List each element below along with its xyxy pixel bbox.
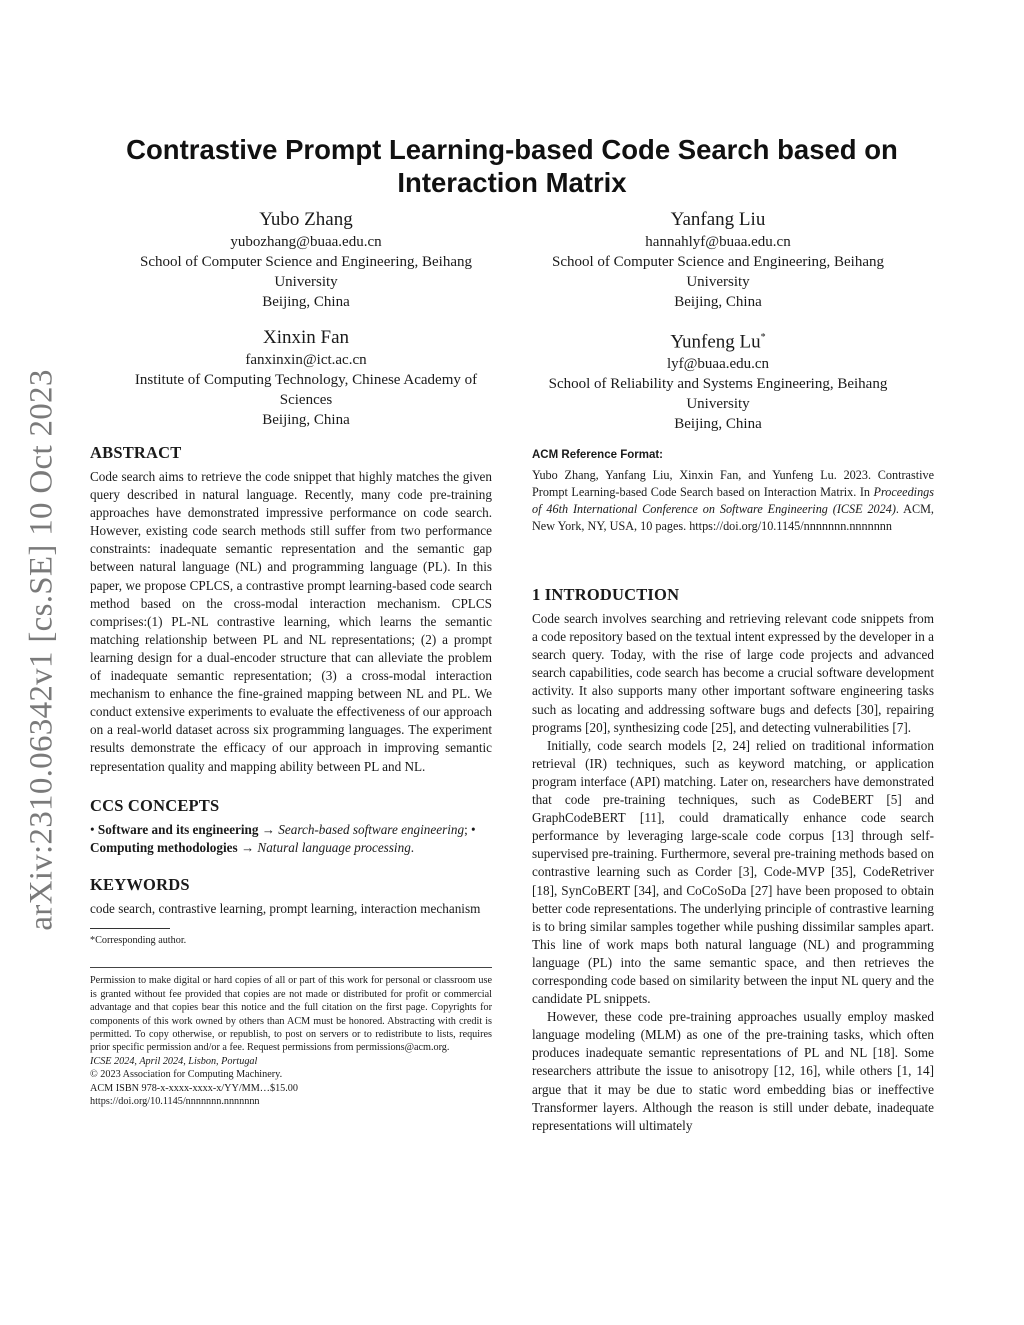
title-line-1: Contrastive Prompt Learning-based Code Search based on	[126, 134, 898, 165]
acm-ref-label: ACM Reference Format:	[532, 449, 663, 461]
ccs-term: Software and its engineering	[97, 821, 259, 837]
intro-paragraph-1: Code search involves searching and retrieving relevant code snippets from a code repository based on the textual intent expressed by the developer in a search query. Today, with the rise of large code projects and advanced search capabilities, code search has become a crucial software development activity. It also supports many other important software engineering tasks such as locating and addressing software bugs and defects [30], repairing programs [20], synthesizing code [25], and detecting vulnerabilities [7].	[532, 611, 934, 735]
author-email: yubozhang@buaa.edu.cn	[230, 234, 382, 250]
author-name: Yubo Zhang	[259, 209, 353, 230]
author-location: Beijing, China	[674, 416, 762, 433]
footnote-rule	[90, 928, 170, 929]
author-block	[100, 327, 512, 430]
author-block	[512, 209, 924, 312]
abstract-text: Code search aims to retrieve the code snippet that highly matches the given query described in natural language. Recently, many code pre-training approaches have demonstrated impressive performance on code search. However, existing code search methods still suffer from two performance constraints: inadequate semantic representation and the semantic gap between natural language (NL) and programming language (PL). In this paper, we propose CPLCS, a contrastive prompt learning-based code search method based on the cross-modal interaction mechanism. CPLCS comprises:(1) PL-NL contrastive learning, which learns the semantic matching relationship between PL and NL representations; (2) a prompt learning design for a dual-encoder structure that can alleviate the problem of inadequate semantic representation; (3) a cross-modal interaction mechanism to enhance the fine-grained mapping between NL and PL. We conduct extensive experiments to evaluate the effectiveness of our approach on a real-world dataset across six programming languages. The experiment results demonstrate the efficacy of our approach in improving semantic representation quality and mapping ability between PL and NL.	[90, 469, 492, 774]
author-email: hannahlyf@buaa.edu.cn	[645, 234, 791, 250]
author-location: Beijing, China	[674, 294, 762, 310]
keywords-heading: KEYWORDS	[90, 874, 190, 894]
venue: ICSE 2024, April 2024, Lisbon, Portugal	[90, 1055, 258, 1067]
author-email: fanxinxin@ict.ac.cn	[245, 352, 367, 368]
ccs-subterm: Natural language processing	[257, 839, 411, 855]
intro-paragraph-3: However, these code pre-training approaches usually employ masked language modeling (MLM) as one of the pre-training tasks, which often produces inadequate semantic representations of PL and NL [18]. Some researchers attribute the issue to anisotropy [12, 16], while others [1, 14] argue that it may be due to static word embedding bias or ineffective Transformer layers. Although the reason is still under debate, inadequate representations will ultimately	[532, 1009, 934, 1133]
corresponding-mark: *	[760, 332, 766, 343]
copyright: © 2023 Association for Computing Machinery.	[90, 1069, 283, 1081]
author-affiliation: School of Computer Science and Engineering, Beihang	[552, 254, 884, 270]
ccs-heading: CCS CONCEPTS	[90, 795, 220, 815]
footnote: *Corresponding author.	[90, 934, 187, 946]
intro-heading: 1 INTRODUCTION	[532, 585, 680, 605]
proceedings-title: Proceedings of 46th International Conference on Software Engineering (ICSE 2024)	[532, 485, 934, 517]
keywords-text: code search, contrastive learning, prompt learning, interaction mechanism	[90, 900, 481, 916]
author-affiliation: School of Reliability and Systems Engineering, Beihang	[548, 376, 888, 393]
intro-paragraph-2: Initially, code search models [2, 24] relied on traditional information retrieval (IR) techniques, such as keyword matching, or application program interface (API) matching. Later on, researchers have demonstrated that code pre-training techniques, such as CodeBERT [5] and GraphCodeBERT [11], could dramatically enhance code search performance by leveraging large-scale code corpus [13] through self-supervised pre-training. Furthermore, several pre-training methods based on contrastive learning such as Corder [3], Code-MVP [35], CodeRetriver [18], SynCoBERT [34], and CoCoSoDa [27] have been proposed to obtain better code representations. The underlying principle of contrastive learning is to bring similar samples together while pushing dissimilar samples apart. This line of work maps both natural language (NL) and programming language (PL) into the same semantic space, and then retrieves the corresponding code based on similarity between the input NL query and the candidate PL snippets.	[532, 737, 934, 1007]
permission-block	[90, 967, 492, 1108]
acm-ref-text: Yubo Zhang, Yanfang Liu, Xinxin Fan, and Yunfeng Lu. 2023. Contrastive Prompt Learning-based Code Search based on Interaction Matrix. In Proceedings of 46th International Conference on Software Engineering (ICSE 2024). ACM, New York, NY, USA, 10 pages. https://doi.org/10.1145/nnnnnnn.nnnnnnn	[532, 468, 934, 534]
ccs-term: Computing methodologies	[90, 839, 238, 855]
author-name: Yunfeng Lu*	[670, 331, 766, 353]
left-column	[90, 443, 492, 1108]
ccs-subterm: Search-based software engineering	[278, 821, 465, 837]
abstract-heading: ABSTRACT	[90, 443, 182, 462]
permission-text: Permission to make digital or hard copies of all or part of this work for personal or classroom use is granted without fee provided that copies are not made or distributed for profit or commercial advantage and that copies bear this notice and the full citation on the first page. Copyrights for components of this work owned by others than ACM must be honored. Abstracting with credit is permitted. To copy otherwise, or republish, to post on servers or to redistribute to lists, requires prior specific permission and/or a fee. Request permissions from permissions@acm.org.	[90, 975, 492, 1054]
author-location: Beijing, China	[262, 294, 350, 310]
author-email: lyf@buaa.edu.cn	[666, 356, 770, 373]
paper-title	[90, 133, 934, 199]
author-block	[512, 327, 924, 434]
author-affiliation-cont: University	[274, 274, 338, 290]
author-name: Yanfang Liu	[670, 209, 766, 230]
author-affiliation: Institute of Computing Technology, Chinese Academy of	[134, 372, 478, 388]
author-affiliation: School of Computer Science and Engineering, Beihang	[140, 254, 472, 270]
right-column	[532, 446, 934, 1135]
title-line-2: Interaction Matrix	[397, 167, 627, 198]
author-affiliation-cont: Sciences	[279, 392, 333, 408]
author-block	[100, 209, 512, 312]
author-name: Xinxin Fan	[262, 327, 350, 348]
doi: https://doi.org/10.1145/nnnnnnn.nnnnnnn	[90, 1095, 260, 1107]
arxiv-id: arXiv:2310.06342v1 [cs.SE] 10 Oct 2023	[23, 369, 60, 931]
isbn: ACM ISBN 978-x-xxxx-xxxx-x/YY/MM…$15.00	[90, 1082, 298, 1094]
ccs-text: • Software and its engineering → Search-based software engineering; • Computing methodologies → Natural language processing.	[90, 821, 476, 855]
author-affiliation-cont: University	[686, 396, 750, 413]
author-location: Beijing, China	[262, 412, 350, 428]
author-affiliation-cont: University	[686, 274, 750, 290]
